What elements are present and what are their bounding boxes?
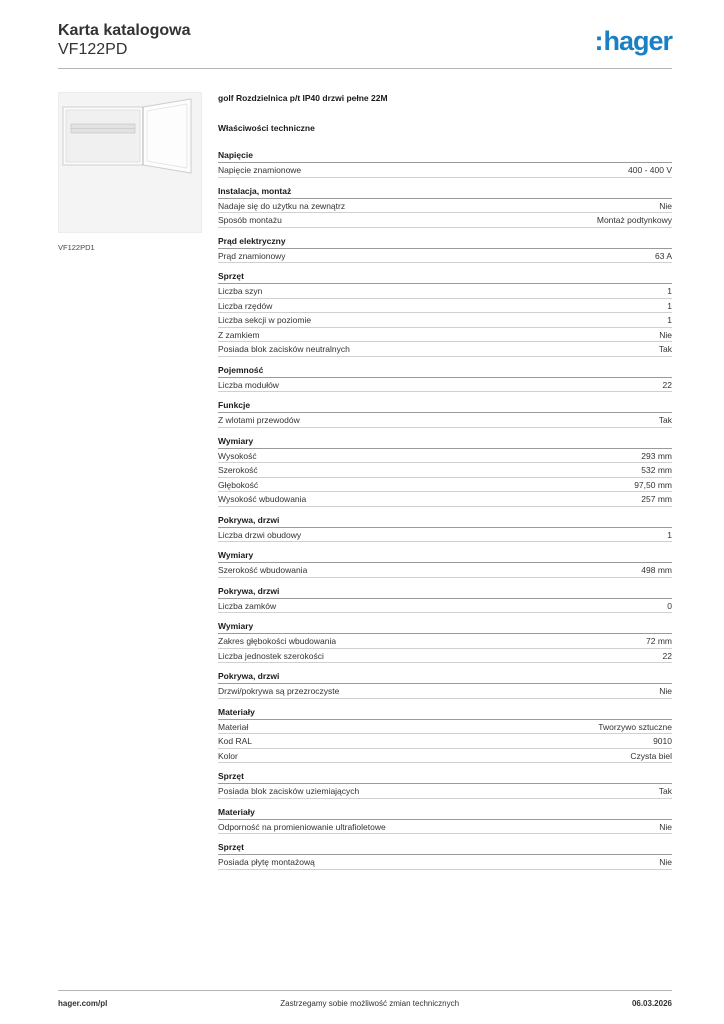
spec-label: Liczba drzwi obudowy bbox=[218, 529, 302, 540]
spec-value: 1 bbox=[667, 286, 672, 296]
spec-value: 1 bbox=[667, 300, 672, 311]
spec-group bbox=[218, 806, 672, 835]
spec-group-title: Pokrywa, drzwi bbox=[218, 585, 672, 599]
page-footer bbox=[58, 999, 672, 1008]
spec-label: Liczba sekcji w poziomie bbox=[218, 315, 312, 325]
spec-row bbox=[218, 299, 672, 314]
spec-label: Liczba szyn bbox=[218, 286, 263, 296]
spec-group-title: Materiały bbox=[218, 806, 672, 820]
spec-value: 9010 bbox=[653, 736, 672, 746]
spec-group-title: Wymiary bbox=[218, 435, 672, 449]
spec-label: Szerokość wbudowania bbox=[218, 565, 308, 575]
spec-value: Tak bbox=[658, 786, 672, 796]
document-title: Karta katalogowa bbox=[58, 22, 191, 39]
spec-row bbox=[218, 634, 672, 649]
logo-mark-icon: : bbox=[594, 26, 604, 56]
spec-group bbox=[218, 770, 672, 799]
spec-row bbox=[218, 313, 672, 328]
spec-label: Liczba zamków bbox=[218, 600, 277, 611]
spec-row bbox=[218, 684, 672, 699]
spec-group-title: Instalacja, montaż bbox=[218, 185, 672, 199]
spec-value: Tak bbox=[658, 415, 672, 425]
hager-logo bbox=[594, 26, 672, 56]
spec-group bbox=[218, 706, 672, 764]
image-caption: VF122PD1 bbox=[58, 243, 95, 252]
spec-row bbox=[218, 413, 672, 428]
spec-label: Z wlotami przewodów bbox=[218, 415, 300, 425]
spec-group-title: Sprzęt bbox=[218, 270, 672, 284]
spec-value: 72 mm bbox=[646, 636, 672, 646]
spec-row bbox=[218, 563, 672, 578]
spec-row bbox=[218, 328, 672, 343]
spec-label: Materiał bbox=[218, 721, 249, 732]
spec-value: 257 mm bbox=[641, 494, 672, 504]
spec-value: 22 bbox=[662, 650, 672, 661]
spec-value: 22 bbox=[662, 379, 672, 390]
spec-group-title: Sprzęt bbox=[218, 770, 672, 784]
spec-label: Wysokość bbox=[218, 450, 257, 461]
spec-row bbox=[218, 378, 672, 393]
spec-label: Zakres głębokości wbudowania bbox=[218, 636, 337, 646]
spec-value: 0 bbox=[667, 600, 672, 611]
spec-value: Montaż podtynkowy bbox=[596, 215, 672, 225]
spec-label: Posiada blok zacisków neutralnych bbox=[218, 344, 350, 354]
spec-group bbox=[218, 270, 672, 357]
spec-row bbox=[218, 855, 672, 870]
spec-value: Nie bbox=[659, 857, 672, 867]
spec-label: Wysokość wbudowania bbox=[218, 494, 307, 504]
spec-row bbox=[218, 163, 672, 178]
spec-group bbox=[218, 620, 672, 663]
distribution-board-illustration bbox=[59, 93, 201, 232]
spec-value: 97,50 mm bbox=[634, 479, 672, 490]
spec-value: 1 bbox=[667, 315, 672, 325]
spec-label: Z zamkiem bbox=[218, 329, 260, 340]
spec-group bbox=[218, 514, 672, 543]
spec-group bbox=[218, 841, 672, 870]
spec-label: Posiada blok zacisków uziemiających bbox=[218, 786, 360, 796]
spec-groups bbox=[218, 149, 672, 870]
product-description: golf Rozdzielnica p/t IP40 drzwi pełne 22M bbox=[218, 93, 388, 103]
spec-row bbox=[218, 820, 672, 835]
spec-row bbox=[218, 599, 672, 614]
spec-label: Drzwi/pokrywa są przezroczyste bbox=[218, 686, 340, 696]
spec-row bbox=[218, 449, 672, 464]
spec-label: Głębokość bbox=[218, 479, 259, 490]
spec-value: Tak bbox=[658, 344, 672, 354]
spec-group-title: Napięcie bbox=[218, 149, 672, 163]
spec-label: Prąd znamionowy bbox=[218, 250, 286, 261]
spec-value: Tworzywo sztuczne bbox=[598, 721, 672, 732]
spec-value: 400 - 400 V bbox=[628, 165, 672, 175]
header-divider bbox=[58, 68, 672, 69]
spec-group-title: Prąd elektryczny bbox=[218, 235, 672, 249]
spec-group-title: Wymiary bbox=[218, 620, 672, 634]
spec-group bbox=[218, 670, 672, 699]
spec-label: Szerokość bbox=[218, 465, 258, 475]
spec-label: Nadaje się do użytku na zewnątrz bbox=[218, 200, 346, 211]
spec-value: 498 mm bbox=[641, 565, 672, 575]
spec-value: Nie bbox=[659, 200, 672, 211]
spec-value: 532 mm bbox=[641, 465, 672, 475]
document-header bbox=[58, 22, 190, 59]
spec-row bbox=[218, 213, 672, 228]
spec-value: Nie bbox=[659, 821, 672, 832]
logo-text: hager bbox=[603, 26, 672, 56]
spec-group bbox=[218, 549, 672, 578]
spec-label: Odporność na promieniowanie ultrafioletowe bbox=[218, 821, 386, 832]
spec-group bbox=[218, 364, 672, 393]
spec-row bbox=[218, 528, 672, 543]
spec-label: Liczba rzędów bbox=[218, 300, 273, 311]
spec-value: Nie bbox=[659, 686, 672, 696]
specs-heading: Właściwości techniczne bbox=[218, 123, 315, 133]
spec-group bbox=[218, 585, 672, 614]
spec-row bbox=[218, 249, 672, 264]
spec-row bbox=[218, 749, 672, 764]
spec-group-title: Funkcje bbox=[218, 399, 672, 413]
spec-label: Kolor bbox=[218, 750, 238, 761]
spec-group-title: Pokrywa, drzwi bbox=[218, 514, 672, 528]
spec-group-title: Pojemność bbox=[218, 364, 672, 378]
spec-label: Posiada płytę montażową bbox=[218, 857, 315, 867]
spec-group-title: Sprzęt bbox=[218, 841, 672, 855]
spec-value: 1 bbox=[667, 529, 672, 540]
spec-row bbox=[218, 720, 672, 735]
spec-row bbox=[218, 492, 672, 507]
spec-label: Kod RAL bbox=[218, 736, 253, 746]
spec-row bbox=[218, 342, 672, 357]
spec-group bbox=[218, 399, 672, 428]
footer-divider bbox=[58, 990, 672, 991]
spec-group-title: Materiały bbox=[218, 706, 672, 720]
spec-label: Liczba modułów bbox=[218, 379, 279, 390]
product-code: VF122PD bbox=[58, 41, 128, 58]
spec-group-title: Pokrywa, drzwi bbox=[218, 670, 672, 684]
product-image bbox=[58, 92, 202, 233]
spec-group bbox=[218, 149, 672, 178]
spec-row bbox=[218, 284, 672, 299]
footer-date: 06.03.2026 bbox=[631, 999, 672, 1008]
spec-row bbox=[218, 463, 672, 478]
footer-website-link[interactable]: hager.com/pl bbox=[58, 999, 108, 1008]
spec-value: 63 A bbox=[654, 250, 672, 261]
spec-label: Liczba jednostek szerokości bbox=[218, 650, 324, 661]
spec-value: 293 mm bbox=[641, 450, 672, 461]
spec-sheet bbox=[218, 93, 672, 877]
spec-group bbox=[218, 235, 672, 264]
spec-group-title: Wymiary bbox=[218, 549, 672, 563]
spec-row bbox=[218, 734, 672, 749]
spec-row bbox=[218, 199, 672, 214]
spec-value: Czysta biel bbox=[630, 750, 672, 761]
spec-label: Sposób montażu bbox=[218, 215, 282, 225]
spec-label: Napięcie znamionowe bbox=[218, 165, 302, 175]
spec-row bbox=[218, 478, 672, 493]
spec-row bbox=[218, 649, 672, 664]
footer-note: Zastrzegamy sobie możliwość zmian technicznych bbox=[280, 999, 460, 1008]
spec-group bbox=[218, 435, 672, 507]
spec-row bbox=[218, 784, 672, 799]
spec-group bbox=[218, 185, 672, 228]
spec-value: Nie bbox=[659, 329, 672, 340]
